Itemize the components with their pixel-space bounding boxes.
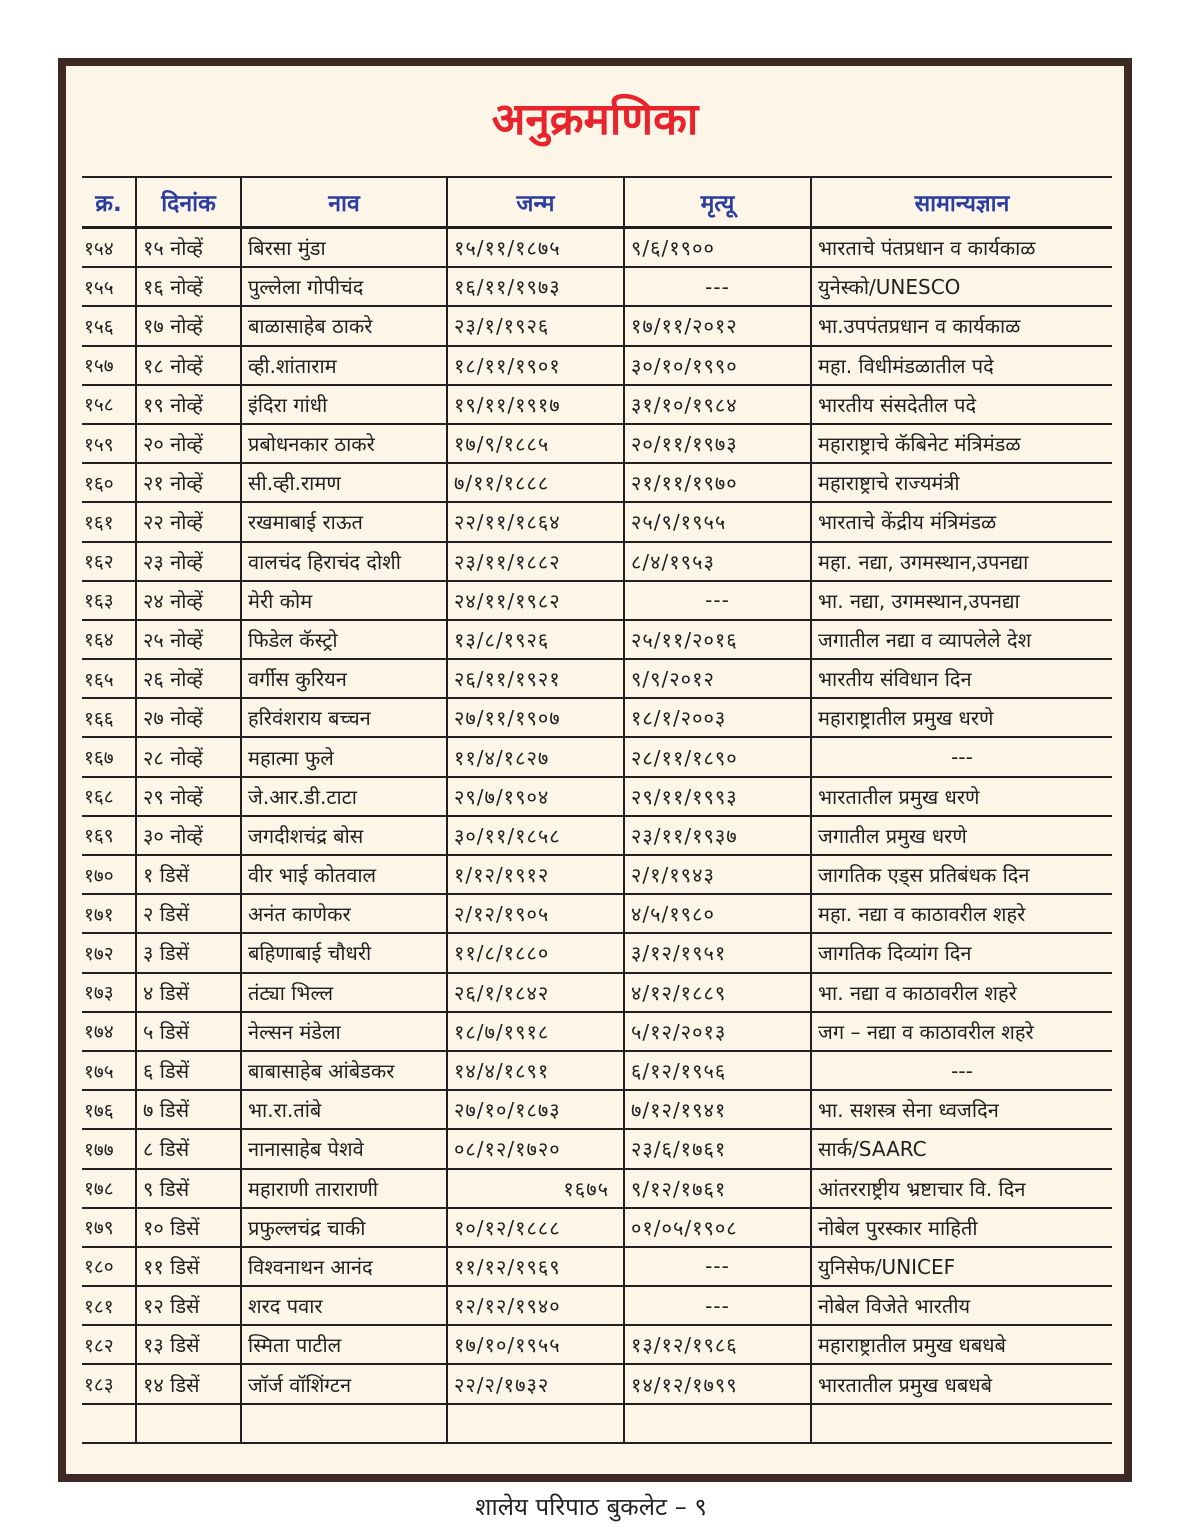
birth-cell: २९/७/१९०४ [447,777,624,816]
death-cell: १७/११/२०१२ [624,306,811,345]
serial-cell: १७० [82,855,136,894]
date-cell: १० डिसें [136,1208,241,1247]
serial-cell: १५५ [82,267,136,306]
serial-cell: १७६ [82,1090,136,1129]
death-cell: ६/१२/१९५६ [624,1051,811,1090]
death-cell: २९/११/१९९३ [624,777,811,816]
table-row [82,581,1112,620]
table-row [82,777,1112,816]
date-cell: ४ डिसें [136,973,241,1012]
name-cell: बिरसा मुंडा [241,228,447,268]
gk-cell: भारतातील प्रमुख धरणे [811,777,1112,816]
serial-cell: १७५ [82,1051,136,1090]
death-cell: २३/६/१७६१ [624,1129,811,1168]
serial-cell: १७२ [82,933,136,972]
table-row [82,1364,1112,1403]
birth-cell: १८/११/१९०१ [447,346,624,385]
death-cell: ७/१२/१९४१ [624,1090,811,1129]
date-cell: ९ डिसें [136,1169,241,1208]
gk-cell: जागतिक एड्स प्रतिबंधक दिन [811,855,1112,894]
serial-cell [82,1404,136,1443]
name-cell: रखमाबाई राऊत [241,502,447,541]
name-cell: बहिणाबाई चौधरी [241,933,447,972]
content-panel [66,66,1124,1474]
header-name: नाव [241,177,447,228]
name-cell: जे.आर.डी.टाटा [241,777,447,816]
name-cell: व्ही.शांताराम [241,346,447,385]
birth-cell: १३/८/१९२६ [447,620,624,659]
table-row [82,816,1112,855]
table-row [82,894,1112,933]
table-row [82,1247,1112,1286]
birth-cell: २/१२/१९०५ [447,894,624,933]
name-cell: नानासाहेब पेशवे [241,1129,447,1168]
death-cell: २५/११/२०१६ [624,620,811,659]
gk-cell: महाराष्ट्राचे राज्यमंत्री [811,463,1112,502]
name-cell: जगदीशचंद्र बोस [241,816,447,855]
serial-cell: १५९ [82,424,136,463]
gk-cell: महा. नद्या व काठावरील शहरे [811,894,1112,933]
name-cell: स्मिता पाटील [241,1325,447,1364]
date-cell: २७ नोव्हें [136,698,241,737]
serial-cell: १६७ [82,737,136,776]
name-cell: विश्वनाथन आनंद [241,1247,447,1286]
death-cell: --- [624,1247,811,1286]
birth-cell: १७/९/१८८५ [447,424,624,463]
page-frame [58,58,1132,1482]
date-cell: १२ डिसें [136,1286,241,1325]
death-cell: १३/१२/१९८६ [624,1325,811,1364]
birth-cell: २४/११/१९८२ [447,581,624,620]
gk-cell: महा. नद्या, उगमस्थान,उपनद्या [811,542,1112,581]
death-cell: ३/१२/१९५१ [624,933,811,972]
serial-cell: १६२ [82,542,136,581]
name-cell: सी.व्ही.रामण [241,463,447,502]
table-row [82,620,1112,659]
birth-cell [447,1404,624,1443]
death-cell: १८/१/२००३ [624,698,811,737]
serial-cell: १५६ [82,306,136,345]
date-cell: १ डिसें [136,855,241,894]
serial-cell: १७३ [82,973,136,1012]
page-title: अनुक्रमणिका [491,94,699,145]
date-cell: १९ नोव्हें [136,385,241,424]
name-cell: हरिवंशराय बच्चन [241,698,447,737]
table-row [82,1169,1112,1208]
page-footer: शालेय परिपाठ बुकलेट – ९ [475,1493,707,1521]
name-cell: नेल्सन मंडेला [241,1012,447,1051]
birth-cell: १०/१२/१८८८ [447,1208,624,1247]
header-date: दिनांक [136,177,241,228]
date-cell: २ डिसें [136,894,241,933]
gk-cell: भारतीय संसदेतील पदे [811,385,1112,424]
serial-cell: १७४ [82,1012,136,1051]
name-cell: महात्मा फुले [241,737,447,776]
serial-cell: १८१ [82,1286,136,1325]
date-cell: ३० नोव्हें [136,816,241,855]
table-row [82,1012,1112,1051]
table-row [82,463,1112,502]
header-general-knowledge: सामान्यज्ञान [811,177,1112,228]
death-cell: ४/१२/१८८९ [624,973,811,1012]
gk-cell: नोबेल पुरस्कार माहिती [811,1208,1112,1247]
name-cell: अनंत काणेकर [241,894,447,933]
birth-cell: १२/१२/१९४० [447,1286,624,1325]
birth-cell: ११/८/१८८० [447,933,624,972]
table-row [82,933,1112,972]
table-row [82,306,1112,345]
serial-cell: १६४ [82,620,136,659]
gk-cell: महाराष्ट्राचे कॅबिनेट मंत्रिमंडळ [811,424,1112,463]
name-cell: वीर भाई कोतवाल [241,855,447,894]
name-cell: वर्गीस कुरियन [241,659,447,698]
date-cell: ५ डिसें [136,1012,241,1051]
death-cell: ५/१२/२०१३ [624,1012,811,1051]
birth-cell: २७/१०/१८७३ [447,1090,624,1129]
table-row [82,502,1112,541]
table-row [82,228,1112,268]
birth-cell: २२/२/१७३२ [447,1364,624,1403]
date-cell: ६ डिसें [136,1051,241,1090]
date-cell: १८ नोव्हें [136,346,241,385]
serial-cell: १६५ [82,659,136,698]
death-cell: २/१/१९४३ [624,855,811,894]
birth-cell: १/१२/१९१२ [447,855,624,894]
death-cell: १४/१२/१७९९ [624,1364,811,1403]
gk-cell: जगातील प्रमुख धरणे [811,816,1112,855]
birth-cell: ३०/११/१८५८ [447,816,624,855]
table-row [82,737,1112,776]
date-cell: २८ नोव्हें [136,737,241,776]
table-row [82,424,1112,463]
date-cell: २६ नोव्हें [136,659,241,698]
serial-cell: १७१ [82,894,136,933]
header-birth: जन्म [447,177,624,228]
gk-cell: सार्क/SAARC [811,1129,1112,1168]
serial-cell: १८० [82,1247,136,1286]
table-row [82,1404,1112,1443]
death-cell: --- [624,581,811,620]
date-cell [136,1404,241,1443]
serial-cell: १६० [82,463,136,502]
date-cell: २५ नोव्हें [136,620,241,659]
death-cell: २१/११/१९७० [624,463,811,502]
name-cell: पुल्लेला गोपीचंद [241,267,447,306]
birth-cell: १८/७/१९१८ [447,1012,624,1051]
name-cell: इंदिरा गांधी [241,385,447,424]
index-table [82,176,1112,1444]
death-cell: ०१/०५/१९०८ [624,1208,811,1247]
table-row [82,1286,1112,1325]
name-cell: बाळासाहेब ठाकरे [241,306,447,345]
serial-cell: १६८ [82,777,136,816]
death-cell: --- [624,1286,811,1325]
serial-cell: १७८ [82,1169,136,1208]
date-cell: २३ नोव्हें [136,542,241,581]
name-cell: बाबासाहेब आंबेडकर [241,1051,447,1090]
death-cell: २३/११/१९३७ [624,816,811,855]
name-cell: मेरी कोम [241,581,447,620]
death-cell: ४/५/१९८० [624,894,811,933]
gk-cell: युनिसेफ/UNICEF [811,1247,1112,1286]
birth-cell: १६७५ [447,1169,624,1208]
gk-cell: भा. सशस्त्र सेना ध्वजदिन [811,1090,1112,1129]
date-cell: १४ डिसें [136,1364,241,1403]
gk-cell: --- [811,737,1112,776]
serial-cell: १८३ [82,1364,136,1403]
gk-cell: आंतरराष्ट्रीय भ्रष्टाचार वि. दिन [811,1169,1112,1208]
birth-cell: १४/४/१८९१ [447,1051,624,1090]
death-cell: ९/१२/१७६१ [624,1169,811,1208]
date-cell: १३ डिसें [136,1325,241,1364]
gk-cell: नोबेल विजेते भारतीय [811,1286,1112,1325]
birth-cell: २७/११/१९०७ [447,698,624,737]
gk-cell: महाराष्ट्रातील प्रमुख धरणे [811,698,1112,737]
birth-cell: ०८/१२/१७२० [447,1129,624,1168]
gk-cell: भारतीय संविधान दिन [811,659,1112,698]
death-cell [624,1404,811,1443]
date-cell: २० नोव्हें [136,424,241,463]
table-header-row [82,177,1112,228]
date-cell: ११ डिसें [136,1247,241,1286]
serial-cell: १५८ [82,385,136,424]
serial-cell: १७९ [82,1208,136,1247]
date-cell: ७ डिसें [136,1090,241,1129]
death-cell: ९/९/२०१२ [624,659,811,698]
name-cell: शरद पवार [241,1286,447,1325]
gk-cell: भारतातील प्रमुख धबधबे [811,1364,1112,1403]
gk-cell: भा. नद्या, उगमस्थान,उपनद्या [811,581,1112,620]
gk-cell: भारताचे पंतप्रधान व कार्यकाळ [811,228,1112,268]
name-cell: प्रबोधनकार ठाकरे [241,424,447,463]
birth-cell: १९/११/१९१७ [447,385,624,424]
gk-cell: जगातील नद्या व व्यापलेले देश [811,620,1112,659]
death-cell: २०/११/१९७३ [624,424,811,463]
date-cell: १५ नोव्हें [136,228,241,268]
birth-cell: ११/४/१८२७ [447,737,624,776]
table-row [82,855,1112,894]
table-body [82,228,1112,1443]
table-row [82,385,1112,424]
gk-cell: भा.उपपंतप्रधान व कार्यकाळ [811,306,1112,345]
table-row [82,267,1112,306]
name-cell: भा.रा.तांबे [241,1090,447,1129]
name-cell [241,1404,447,1443]
birth-cell: २३/११/१८८२ [447,542,624,581]
date-cell: १७ नोव्हें [136,306,241,345]
birth-cell: १७/१०/१९५५ [447,1325,624,1364]
serial-cell: १६१ [82,502,136,541]
table-row [82,659,1112,698]
death-cell: ३१/१०/१९८४ [624,385,811,424]
death-cell: ३०/१०/१९९० [624,346,811,385]
birth-cell: २६/११/१९२१ [447,659,624,698]
gk-cell: महा. विधीमंडळातील पदे [811,346,1112,385]
name-cell: तंट्या भिल्ल [241,973,447,1012]
name-cell: फिडेल कॅस्ट्रो [241,620,447,659]
birth-cell: २२/११/१८६४ [447,502,624,541]
table-row [82,1129,1112,1168]
serial-cell: १६९ [82,816,136,855]
table-row [82,1090,1112,1129]
serial-cell: १६६ [82,698,136,737]
name-cell: प्रफुल्लचंद्र चाकी [241,1208,447,1247]
death-cell: ९/६/१९०० [624,228,811,268]
serial-cell: १८२ [82,1325,136,1364]
gk-cell: भारताचे केंद्रीय मंत्रिमंडळ [811,502,1112,541]
date-cell: २९ नोव्हें [136,777,241,816]
death-cell: २५/९/१९५५ [624,502,811,541]
gk-cell: --- [811,1051,1112,1090]
table-row [82,1208,1112,1247]
table-row [82,973,1112,1012]
date-cell: २१ नोव्हें [136,463,241,502]
gk-cell: जग – नद्या व काठावरील शहरे [811,1012,1112,1051]
serial-cell: १६३ [82,581,136,620]
table-row [82,346,1112,385]
serial-cell: १७७ [82,1129,136,1168]
table-row [82,542,1112,581]
gk-cell: जागतिक दिव्यांग दिन [811,933,1112,972]
date-cell: १६ नोव्हें [136,267,241,306]
gk-cell: युनेस्को/UNESCO [811,267,1112,306]
gk-cell [811,1404,1112,1443]
death-cell: २८/११/१८९० [624,737,811,776]
serial-cell: १५७ [82,346,136,385]
birth-cell: २३/१/१९२६ [447,306,624,345]
date-cell: २२ नोव्हें [136,502,241,541]
date-cell: ८ डिसें [136,1129,241,1168]
name-cell: वालचंद हिराचंद दोशी [241,542,447,581]
birth-cell: ७/११/१८८८ [447,463,624,502]
name-cell: जॉर्ज वॉशिंग्टन [241,1364,447,1403]
birth-cell: २६/१/१८४२ [447,973,624,1012]
gk-cell: महाराष्ट्रातील प्रमुख धबधबे [811,1325,1112,1364]
date-cell: २४ नोव्हें [136,581,241,620]
birth-cell: ११/१२/१९६९ [447,1247,624,1286]
birth-cell: १६/११/१९७३ [447,267,624,306]
date-cell: ३ डिसें [136,933,241,972]
gk-cell: भा. नद्या व काठावरील शहरे [811,973,1112,1012]
serial-cell: १५४ [82,228,136,268]
header-serial: क्र. [82,177,136,228]
table-row [82,698,1112,737]
name-cell: महाराणी ताराराणी [241,1169,447,1208]
table-row [82,1325,1112,1364]
death-cell: --- [624,267,811,306]
table-row [82,1051,1112,1090]
birth-cell: १५/११/१८७५ [447,228,624,268]
death-cell: ८/४/१९५३ [624,542,811,581]
header-death: मृत्यू [624,177,811,228]
